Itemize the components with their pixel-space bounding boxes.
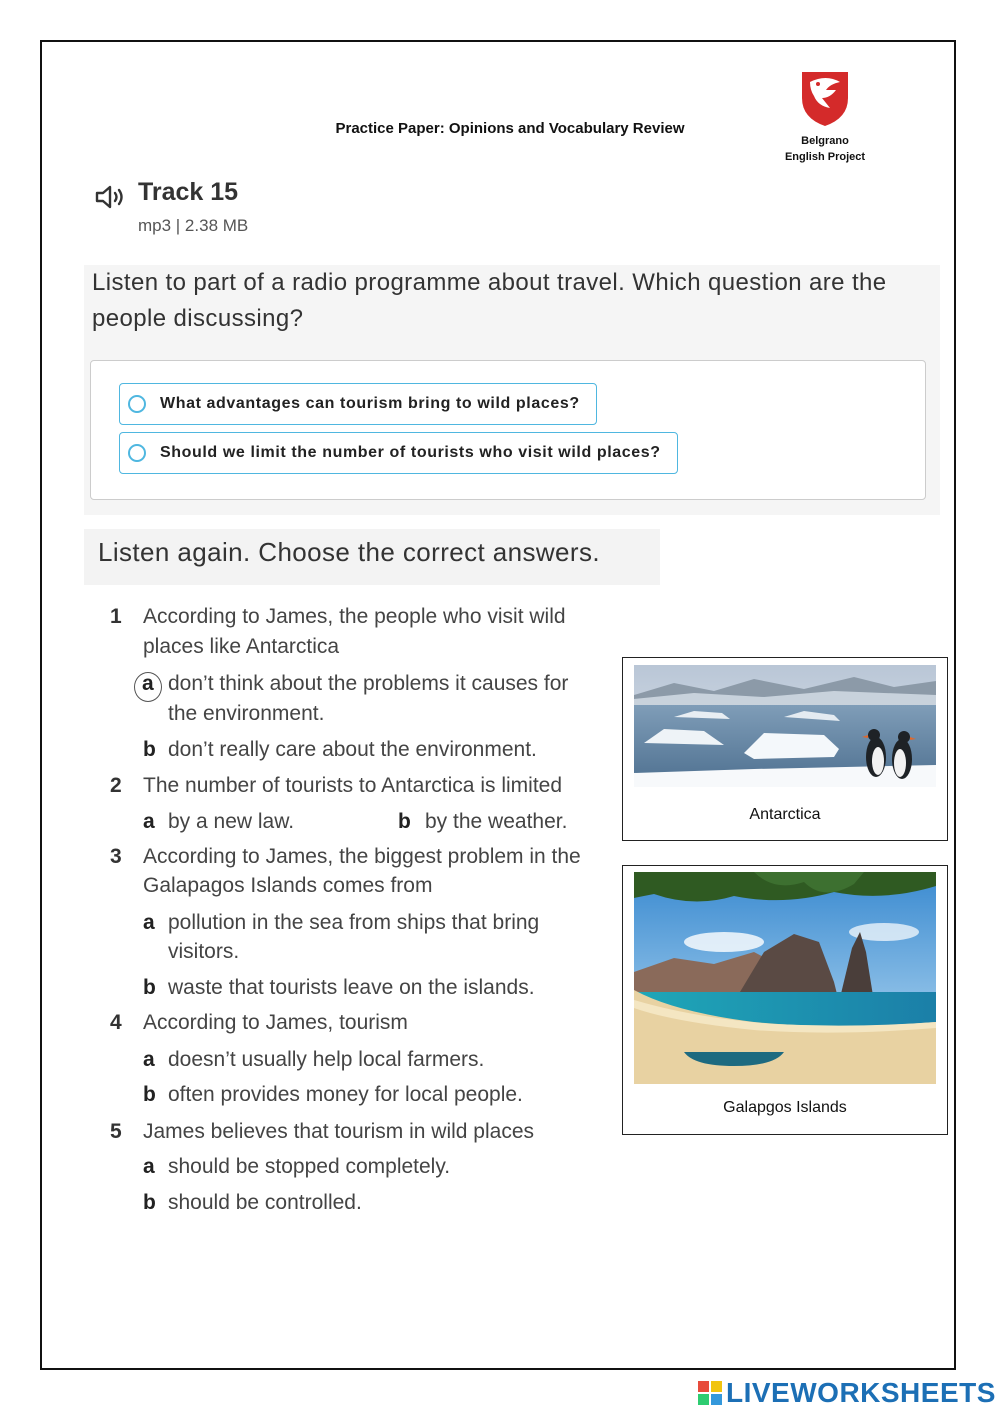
answer-letter[interactable]: a <box>143 810 155 833</box>
item-stem: James believes that tourism in wild places <box>143 1120 535 1143</box>
answer-text[interactable]: pollution in the sea from ships that bring <box>168 911 540 934</box>
logo-line-2: English Project <box>784 151 866 163</box>
galapagos-photo <box>634 872 936 1084</box>
answer-text[interactable]: should be controlled. <box>168 1191 362 1214</box>
galapagos-photo-card <box>622 865 948 1135</box>
option-label: Should we limit the number of tourists who visit wild places? <box>160 444 661 461</box>
antarctica-caption: Antarctica <box>749 806 821 823</box>
liveworksheets-brand[interactable] <box>698 1378 996 1408</box>
question-1-text: Listen to part of a radio programme about travel. Which question are the people discussing? <box>92 269 887 332</box>
answer-letter[interactable]: b <box>143 738 156 761</box>
radio-button[interactable] <box>128 395 146 413</box>
item-stem: Galapagos Islands comes from <box>143 874 433 897</box>
answer-text[interactable]: often provides money for local people. <box>168 1083 523 1106</box>
item-number: 4 <box>110 1011 122 1034</box>
liveworksheets-logo-icon <box>698 1381 722 1405</box>
item-stem: According to James, the biggest problem in the <box>143 845 581 868</box>
answer-letter[interactable]: a <box>143 1048 155 1071</box>
track-name: Track 15 <box>138 178 239 206</box>
radio-button[interactable] <box>128 444 146 462</box>
antarctica-photo <box>634 665 936 787</box>
item-number: 1 <box>110 605 122 628</box>
item-number: 5 <box>110 1120 122 1143</box>
item-stem: According to James, the people who visit wild <box>143 605 566 628</box>
answer-text[interactable]: the environment. <box>168 702 325 725</box>
answer-letter[interactable]: b <box>398 810 411 833</box>
answer-text[interactable]: doesn’t usually help local farmers. <box>168 1048 485 1071</box>
item-stem: The number of tourists to Antarctica is limited <box>143 774 563 797</box>
eagle-shield-icon <box>796 68 854 128</box>
answer-text[interactable]: by the weather. <box>425 810 568 833</box>
instruction-banner <box>84 529 660 585</box>
answer-letter[interactable]: a <box>142 672 154 695</box>
item-stem: According to James, tourism <box>143 1011 408 1034</box>
school-logo <box>770 68 880 165</box>
galapagos-caption: Galapgos Islands <box>723 1099 847 1116</box>
answer-text[interactable]: visitors. <box>168 940 240 963</box>
answer-letter[interactable]: a <box>143 911 155 934</box>
item-number: 3 <box>110 845 122 868</box>
question-1-box <box>84 265 940 515</box>
item-number: 2 <box>110 774 122 797</box>
option-advantages[interactable] <box>119 383 597 425</box>
answer-letter[interactable]: a <box>143 1155 155 1178</box>
answer-letter[interactable]: b <box>143 976 156 999</box>
question-1-options <box>90 360 926 500</box>
answer-letter[interactable]: b <box>143 1191 156 1214</box>
option-label: What advantages can tourism bring to wild places? <box>160 395 580 412</box>
answer-text[interactable]: don’t really care about the environment. <box>168 738 537 761</box>
answer-text[interactable]: waste that tourists leave on the islands. <box>168 976 535 999</box>
option-limit-tourists[interactable] <box>119 432 678 474</box>
logo-line-1: Belgrano <box>801 135 849 147</box>
track-file-info: mp3 | 2.38 MB <box>138 216 249 235</box>
answer-letter[interactable]: b <box>143 1083 156 1106</box>
brand-name: LIVEWORKSHEETS <box>726 1377 996 1408</box>
page-title: Practice Paper: Opinions and Vocabulary Review <box>335 120 685 137</box>
answer-text[interactable]: by a new law. <box>168 810 295 833</box>
answer-text[interactable]: don’t think about the problems it causes for <box>168 672 569 695</box>
instruction-text: Listen again. Choose the correct answers. <box>98 537 600 567</box>
antarctica-photo-card <box>622 657 948 841</box>
item-stem: places like Antarctica <box>143 635 340 658</box>
speaker-icon[interactable] <box>94 184 128 210</box>
answer-text[interactable]: should be stopped completely. <box>168 1155 451 1178</box>
